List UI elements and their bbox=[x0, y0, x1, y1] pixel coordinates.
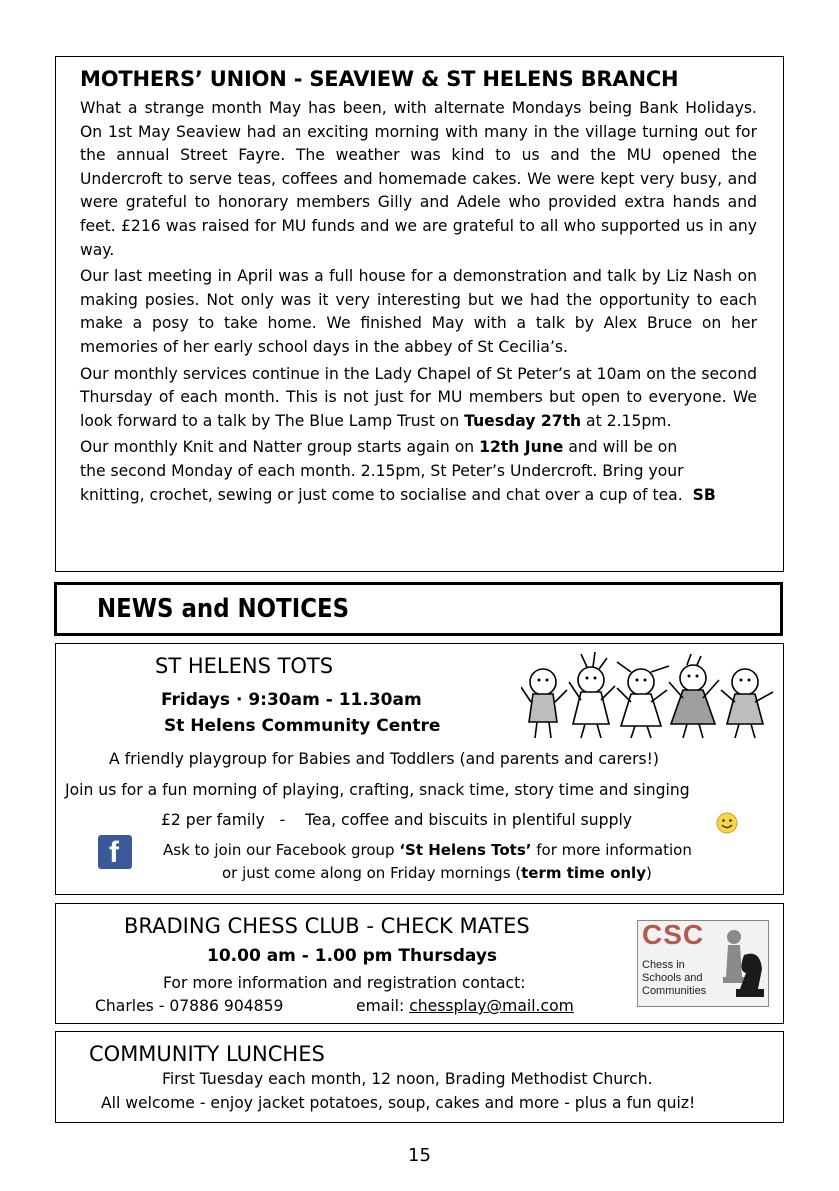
tots-description: A friendly playgroup for Babies and Toddlers (and parents and carers!) bbox=[109, 750, 660, 768]
community-lunches-section bbox=[55, 1031, 784, 1123]
mothers-union-title: MOTHERS’ UNION - SEAVIEW & ST HELENS BRANCH bbox=[80, 67, 679, 91]
tots-facebook-group: ‘St Helens Tots’ bbox=[399, 841, 532, 859]
page-number: 15 bbox=[408, 1145, 431, 1166]
mu-paragraph-4: Our monthly Knit and Natter group starts again on 12th June and will be on the second Monday of each month. 2.15pm, St Peter’s Undercroft. Bring your knitting, crochet, sewing or just come to socialise and chat over a cup of tea. SB bbox=[80, 438, 716, 504]
tots-price: £2 per family - Tea, coffee and biscuits in plentiful supply bbox=[161, 811, 633, 829]
facebook-icon[interactable]: f bbox=[98, 835, 132, 869]
mu-paragraph-2: Our last meeting in April was a full house for a demonstration and talk by Liz Nash on making posies. Not only was it very interesting but we had the opportunity to each make a posy to take home. We finished May with a talk by Alex Bruce on her memories of her early school days in the abbey of St Cecilia’s. bbox=[80, 267, 757, 356]
tots-title: ST HELENS TOTS bbox=[155, 654, 334, 678]
mu-knit-date: 12th June bbox=[479, 438, 564, 457]
chess-email: email: chessplay@mail.com bbox=[356, 997, 574, 1015]
tots-activities: Join us for a fun morning of playing, crafting, snack time, story time and singing bbox=[65, 781, 690, 799]
chess-time: 10.00 am - 1.00 pm Thursdays bbox=[207, 946, 498, 966]
chess-email-link[interactable]: chessplay@mail.com bbox=[409, 997, 574, 1015]
chess-club-section bbox=[55, 903, 784, 1024]
mu-paragraph-3: Our monthly services continue in the Lady Chapel of St Peter’s at 10am on the second Thursday of each month. This is not just for MU members but open to everyone. We look forward to a talk by The Blue Lamp Trust on Tuesday 27th at 2.15pm. bbox=[80, 364, 757, 430]
csc-logo-text: Chess in Schools and Communities bbox=[642, 959, 707, 997]
news-notices-title: NEWS and NOTICES bbox=[97, 594, 350, 624]
lunches-when: First Tuesday each month, 12 noon, Brading Methodist Church. bbox=[162, 1070, 653, 1088]
chess-contact: Charles - 07886 904859 bbox=[95, 997, 284, 1015]
csc-logo-letters: CSC bbox=[642, 920, 705, 950]
dancing-children-illustration bbox=[521, 652, 776, 740]
csc-logo bbox=[637, 920, 769, 1007]
mu-signature: SB bbox=[692, 485, 716, 504]
lunches-title: COMMUNITY LUNCHES bbox=[89, 1042, 325, 1066]
tots-time: Fridays · 9:30am - 11.30am bbox=[161, 690, 422, 710]
st-helens-tots-section bbox=[55, 643, 784, 895]
mothers-union-body bbox=[80, 97, 757, 510]
news-notices-banner bbox=[54, 582, 783, 636]
chess-info: For more information and registration contact: bbox=[163, 974, 526, 992]
tots-come-along: or just come along on Friday mornings (term time only) bbox=[222, 864, 652, 882]
lunches-description: All welcome - enjoy jacket potatoes, soup, cakes and more - plus a fun quiz! bbox=[101, 1094, 696, 1112]
mothers-union-section bbox=[55, 56, 784, 572]
tots-facebook-line: Ask to join our Facebook group ‘St Helens Tots’ for more information bbox=[163, 841, 692, 859]
chess-pieces-icon bbox=[720, 925, 766, 1005]
mu-date-bold: Tuesday 27th bbox=[464, 411, 582, 430]
tots-place: St Helens Community Centre bbox=[164, 716, 441, 736]
tots-term-time: term time only bbox=[521, 864, 646, 882]
chess-title: BRADING CHESS CLUB - CHECK MATES bbox=[124, 914, 530, 938]
smiley-face-icon bbox=[716, 812, 738, 834]
mu-paragraph-1: What a strange month May has been, with alternate Mondays being Bank Holidays. On 1st May Seaview had an exciting morning with many in the village turning out for the annual Street Fayre. The weather was kind to us and the MU opened the Undercroft to serve teas, coffees and homemade cakes. We were kept very busy, and were grateful to honorary members Gilly and Adele who provided extra hands and feet. £216 was raised for MU funds and we are grateful to all who supported us in any way. bbox=[80, 99, 757, 259]
